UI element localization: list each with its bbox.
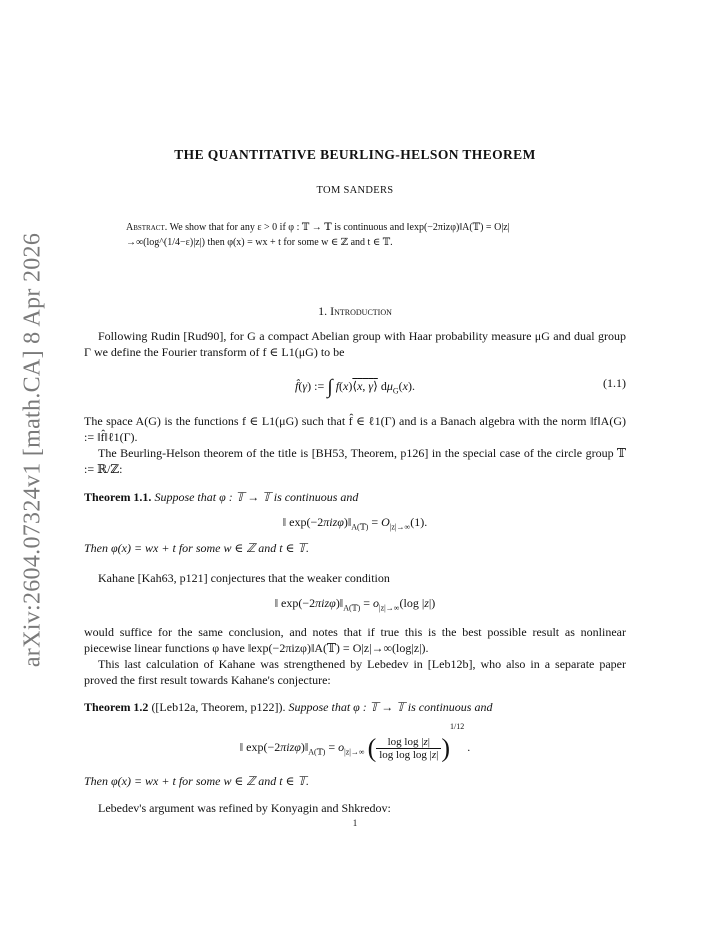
paper-title: THE QUANTITATIVE BEURLING-HELSON THEOREM [174,147,536,162]
theorem-1-1-text: Suppose that φ : 𝕋 → 𝕋 is continuous and [154,490,359,504]
theorem-1-2-ref: ([Leb12a, Theorem, p122]). [151,700,286,714]
equation-thm12: ‖ $\exp(-2\pi iz\varphi)‖_{A(𝕋)} = o_{|z|\to\infty}$ ( $\frac{\text{log log |z|}}{\text{log log log |z|}}$ )$^{1/12}$ . [239,722,471,763]
theorem-1-2-label: Theorem 1.2 [84,700,149,714]
paragraph-konyagin: Lebedev's argument was refined by Konyagin and Shkredov: [98,801,391,815]
equation-fourier: f̂(γ) := ∫ f(x)⟨x, γ⟩ $d\mu_G(x)$. (1.1) [295,376,626,398]
theorem-1-2 [84,699,626,715]
arxiv-identifier: arXiv:2604.07324v1 [math.CA] 8 Apr 2026 [19,232,46,668]
section-number: 1. [318,304,328,318]
paragraph-lebedev: This last calculation of Kahane was strengthened by Lebedev in [Leb12b], who also in a separate paper proved the first result towards Kahane's conjecture: [84,657,626,687]
paragraph-intro: Following Rudin [Rud90], for G a compact Abelian group with Haar probability measure μG and dual group Γ we define the Fourier transform of f ∈ L1(μG) to be [84,329,626,359]
theorem-1-1 [84,489,626,505]
theorem-1-1-conclusion: Then φ(x) = wx + t for some w ∈ ℤ and t ∈ 𝕋. [84,541,310,555]
equation-thm11: ‖ $\exp(-2\pi iz\varphi)‖_{A(𝕋)} = O_{|z|\to\infty}(1)$. [282,515,428,532]
paragraph-kahane: Kahane [Kah63, p121] conjectures that the weaker condition [98,571,390,585]
section-heading [84,304,626,319]
equation-number: (1.1) [603,376,626,390]
paragraph-suffice: would suffice for the same conclusion, and notes that if true this is the best possible result as nonlinear piecewise linear functions φ have ‖exp(−2πizφ)‖A(𝕋) = O|z|→∞(log|z|). [84,625,626,655]
abstract [126,220,584,250]
theorem-1-2-text: Suppose that φ : 𝕋 → 𝕋 is continuous and [288,700,493,714]
page-number: 1 [352,818,358,828]
section-title: Introduction [330,304,392,318]
paragraph-banach: The space A(G) is the functions f ∈ L1(μG) such that f̂ ∈ ℓ1(Γ) and is a Banach algebra with the norm ‖f‖A(G) := ‖f̂‖ℓ1(Γ). [84,414,626,444]
abstract-text: We show that for any ε > 0 if φ : 𝕋 → 𝕋 is continuous and ‖exp(−2πizφ)‖A(𝕋) = O|z|→∞(log^(1/4−ε)|z|) then φ(x) = wx + t for some w ∈ ℤ and t ∈ 𝕋. [126,222,510,248]
arxiv-sidebar [18,232,48,668]
theorem-1-1-label: Theorem 1.1. [84,490,152,504]
theorem-1-2-conclusion: Then φ(x) = wx + t for some w ∈ ℤ and t ∈ 𝕋. [84,774,310,788]
equation-kahane: ‖ $\exp(-2\pi iz\varphi)‖_{A(𝕋)} = o_{|z|\to\infty}(\log$ |z|) [274,596,436,613]
paper-author: TOM SANDERS [316,185,394,196]
abstract-label: Abstract. [126,222,168,233]
paragraph-beurling-helson: The Beurling-Helson theorem of the title is [BH53, Theorem, p126] in the special case of the circle group 𝕋 := ℝ/ℤ: [84,446,626,476]
